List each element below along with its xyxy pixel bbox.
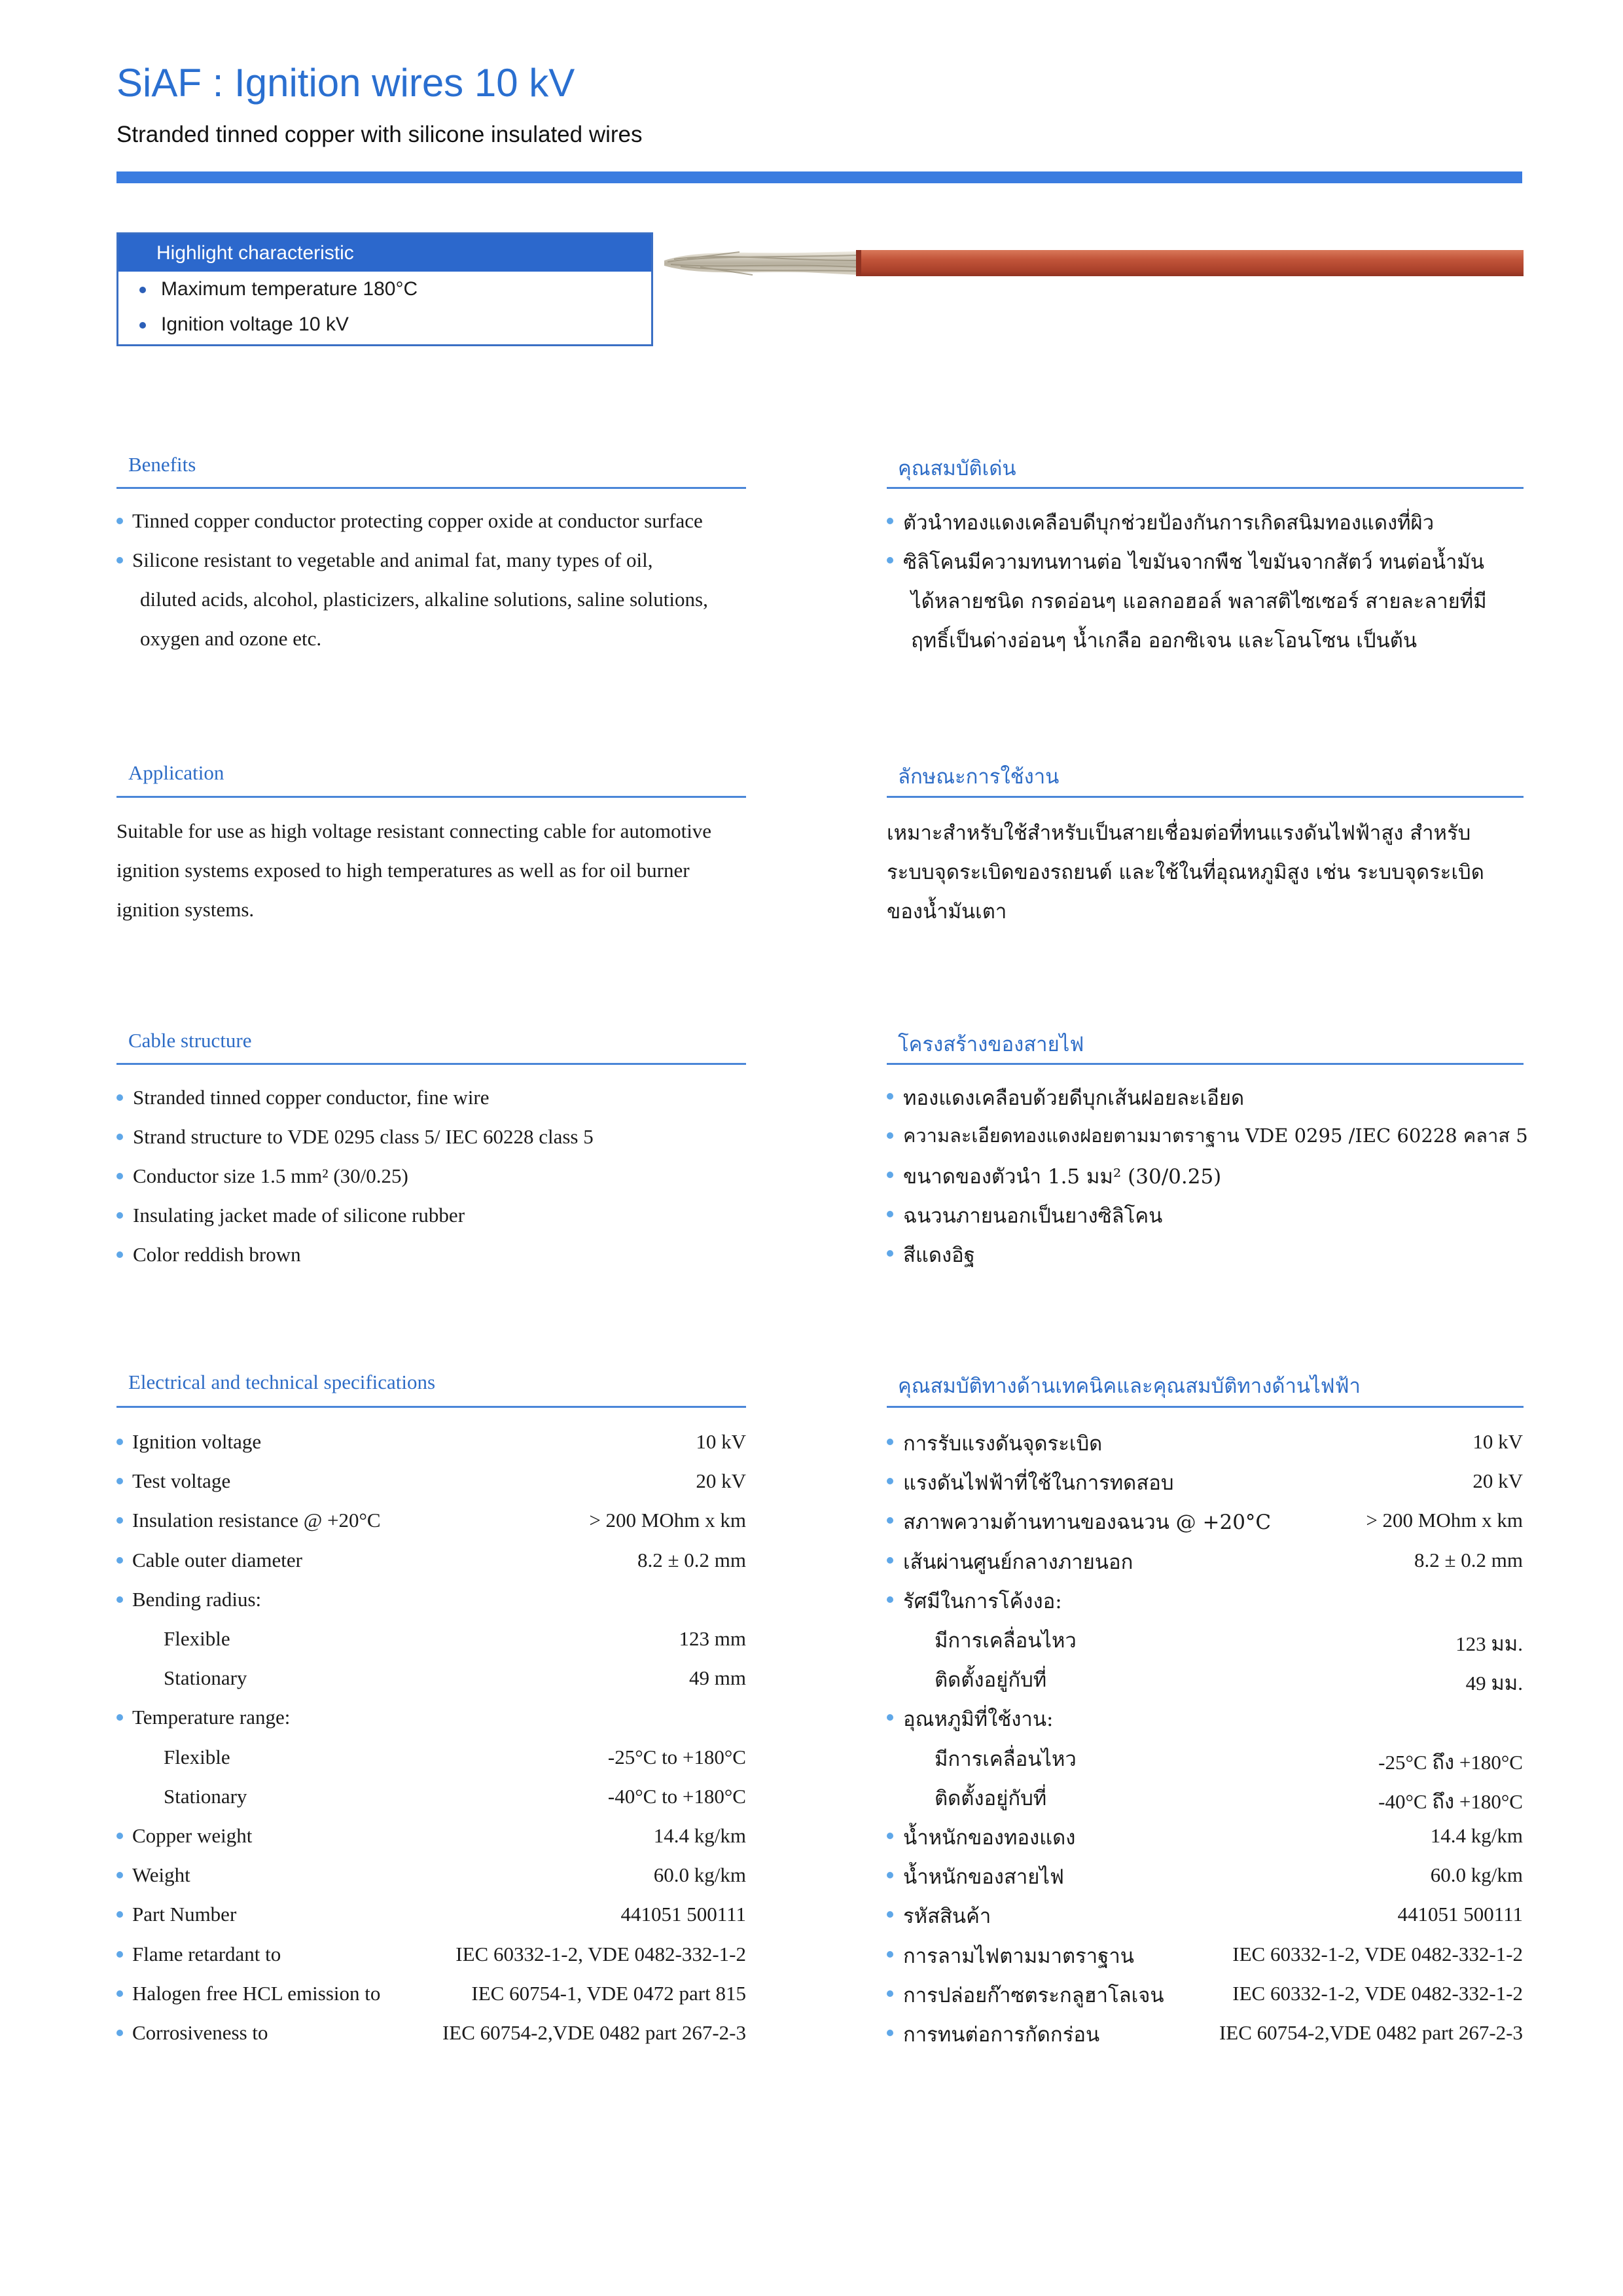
spec-label: น้ำหนักของทองแดง: [903, 1826, 1076, 1850]
spec-label: Part Number: [132, 1903, 237, 1926]
bullet: [887, 1478, 893, 1484]
cable-image: [661, 229, 1524, 295]
spec-value: -25°C to +180°C: [607, 1745, 746, 1768]
spec-value: 14.4 kg/km: [653, 1824, 746, 1847]
spec-value: 8.2 ± 0.2 mm: [637, 1548, 746, 1571]
spec-label: Stationary: [164, 1666, 247, 1690]
spec-value: 441051 500111: [1397, 1903, 1523, 1926]
application-heading-th: ลักษณะการใช้งาน: [898, 765, 1060, 789]
spec-value: 10 kV: [696, 1430, 746, 1453]
spec-value: -40°C ถึง +180°C: [1378, 1789, 1523, 1813]
spec-label: Halogen free HCL emission to: [132, 1981, 381, 2005]
header-rule: [116, 171, 1522, 183]
benefit-line: Silicone resistant to vegetable and animal fat, many types of oil,: [132, 548, 653, 571]
spec-value: 10 kV: [1472, 1430, 1523, 1453]
bullet: [116, 1833, 123, 1839]
spec-label: การลามไฟตามมาตราฐาน: [903, 1944, 1134, 1968]
spec-value: 49 มม.: [1465, 1672, 1523, 1695]
structure-item: Conductor size 1.5 mm² (30/0.25): [133, 1164, 408, 1187]
section-rule: [116, 487, 746, 489]
spec-value: -40°C to +180°C: [607, 1784, 746, 1808]
application-line: Suitable for use as high voltage resistant connecting cable for automotive: [116, 819, 712, 842]
spec-label: รัศมีในการโค้งงอ:: [903, 1589, 1062, 1613]
benefit-line: Tinned copper conductor protecting copper oxide at conductor surface: [132, 509, 703, 532]
benefit-line: diluted acids, alcohol, plasticizers, alkaline solutions, saline solutions,: [140, 588, 708, 611]
bullet: [887, 557, 893, 564]
spec-label: มีการเคลื่อนไหว: [935, 1747, 1077, 1771]
spec-label: มีการเคลื่อนไหว: [935, 1629, 1077, 1653]
spec-value: > 200 MOhm x km: [589, 1509, 746, 1532]
spec-label: Temperature range:: [132, 1706, 291, 1729]
benefit-line-th: ซิลิโคนมีความทนทานต่อ ไขมันจากพืช ไขมันจากสัตว์ ทนต่อน้ำมัน: [903, 550, 1485, 574]
bullet: [887, 1833, 893, 1839]
bullet: [116, 1094, 123, 1101]
spec-label: Flexible: [164, 1745, 230, 1768]
spec-value: IEC 60332-1-2, VDE 0482-332-1-2: [1232, 1981, 1523, 2005]
spec-label: Ignition voltage: [132, 1430, 262, 1453]
highlight-item: Ignition voltage 10 kV: [118, 307, 651, 342]
specs-heading-th: คุณสมบัติทางด้านเทคนิคและคุณสมบัติทางด้านไฟฟ้า: [898, 1374, 1361, 1398]
structure-item: Strand structure to VDE 0295 class 5/ IEC 60228 class 5: [133, 1125, 594, 1148]
highlight-heading: Highlight characteristic: [118, 234, 651, 272]
benefits-heading-th: คุณสมบัติเด่น: [898, 457, 1016, 480]
spec-value: 20 kV: [696, 1469, 746, 1493]
application-line: ignition systems.: [116, 898, 255, 921]
bullet: [887, 1557, 893, 1564]
structure-item-th: ฉนวนภายนอกเป็นยางซิลิโคน: [903, 1204, 1163, 1228]
structure-heading-th: โครงสร้างของสายไฟ: [898, 1033, 1084, 1056]
benefit-line-th: ได้หลายชนิด กรดอ่อนๆ แอลกอฮอล์ พลาสติไซเซอร์ สายละลายที่มี: [911, 590, 1487, 613]
bullet: [887, 1093, 893, 1100]
bullet: [887, 1872, 893, 1878]
spec-label: Corrosiveness to: [132, 2021, 268, 2044]
bullet: [116, 1557, 123, 1564]
spec-value: 123 mm: [679, 1627, 746, 1650]
bullet: [116, 1173, 123, 1179]
spec-label: Weight: [132, 1863, 190, 1887]
spec-label: Test voltage: [132, 1469, 231, 1493]
application-line-th: ของน้ำมันเตา: [887, 900, 1007, 924]
spec-label: อุณหภูมิที่ใช้งาน:: [903, 1708, 1054, 1732]
benefit-line: oxygen and ozone etc.: [140, 627, 322, 650]
structure-item: Color reddish brown: [133, 1243, 301, 1266]
bullet: [116, 1478, 123, 1484]
bullet: [887, 1439, 893, 1445]
benefit-line-th: ตัวนำทองแดงเคลือบดีบุกช่วยป้องกันการเกิดสนิมทองแดงที่ผิว: [903, 511, 1435, 535]
spec-label: การปล่อยก๊าซตระกลูฮาโลเจน: [903, 1983, 1164, 2007]
spec-label: Insulation resistance @ +20°C: [132, 1509, 381, 1532]
spec-value: IEC 60332-1-2, VDE 0482-332-1-2: [455, 1942, 746, 1965]
section-rule: [887, 1406, 1524, 1408]
spec-label: Cable outer diameter: [132, 1548, 302, 1571]
bullet: [116, 1517, 123, 1524]
bullet: [116, 518, 123, 524]
bullet: [116, 1439, 123, 1445]
spec-value: -25°C ถึง +180°C: [1378, 1750, 1523, 1774]
bullet: [887, 1951, 893, 1958]
bullet: [887, 1714, 893, 1721]
spec-label: ติดตั้งอยู่กับที่: [935, 1786, 1047, 1810]
spec-label: Stationary: [164, 1784, 247, 1808]
structure-item: Stranded tinned copper conductor, fine wire: [133, 1086, 490, 1109]
spec-label: รหัสสินค้า: [903, 1905, 991, 1929]
spec-label: Flexible: [164, 1627, 230, 1650]
spec-label: Bending radius:: [132, 1587, 262, 1611]
section-rule: [887, 1063, 1524, 1065]
bullet: [887, 1911, 893, 1918]
bullet: [887, 1517, 893, 1524]
application-heading-en: Application: [128, 761, 224, 784]
bullet: [887, 518, 893, 524]
bullet: [887, 1990, 893, 1997]
specs-heading-en: Electrical and technical specifications: [128, 1371, 436, 1393]
structure-item-th: ทองแดงเคลือบด้วยดีบุกเส้นฝอยละเอียด: [903, 1086, 1245, 1110]
spec-label: การรับแรงดันจุดระเบิด: [903, 1432, 1103, 1456]
spec-label: น้ำหนักของสายไฟ: [903, 1865, 1064, 1890]
bullet: [116, 1596, 123, 1603]
benefit-line-th: ฤทธิ์เป็นด่างอ่อนๆ น้ำเกลือ ออกซิเจน และโอนโซน เป็นต้น: [911, 629, 1418, 653]
spec-label: Copper weight: [132, 1824, 253, 1847]
highlight-item: Maximum temperature 180°C: [118, 272, 651, 307]
bullet: [116, 1251, 123, 1258]
spec-value: 60.0 kg/km: [653, 1863, 746, 1887]
bullet: [887, 1132, 893, 1139]
spec-value: > 200 MOhm x km: [1366, 1509, 1523, 1532]
bullet: [116, 1134, 123, 1140]
spec-value: 20 kV: [1472, 1469, 1523, 1493]
section-rule: [887, 487, 1524, 489]
bullet: [887, 1211, 893, 1217]
spec-value: 123 มม.: [1455, 1632, 1523, 1655]
bullet: [116, 2030, 123, 2036]
section-rule: [116, 1406, 746, 1408]
spec-value: IEC 60754-2,VDE 0482 part 267-2-3: [442, 2021, 746, 2044]
application-line-th: ระบบจุดระเบิดของรถยนต์ และใช้ในที่อุณหภูมิสูง เช่น ระบบจุดระเบิด: [887, 861, 1484, 884]
bullet: [887, 1596, 893, 1603]
spec-value: IEC 60754-2,VDE 0482 part 267-2-3: [1219, 2021, 1523, 2044]
highlight-box: [116, 232, 653, 346]
structure-heading-en: Cable structure: [128, 1029, 252, 1052]
spec-value: IEC 60754-1, VDE 0472 part 815: [471, 1981, 746, 2005]
section-rule: [116, 796, 746, 798]
section-rule: [887, 796, 1524, 798]
structure-item-th: ความละเอียดทองแดงฝอยตามมาตราฐาน VDE 0295 /IEC 60228 คลาส 5: [903, 1124, 1528, 1147]
page-title: SiAF : Ignition wires 10 kV: [116, 61, 575, 105]
bullet: [887, 2030, 893, 2036]
spec-value: 14.4 kg/km: [1430, 1824, 1523, 1847]
spec-label: Flame retardant to: [132, 1942, 281, 1965]
spec-label: ติดตั้งอยู่กับที่: [935, 1668, 1047, 1693]
spec-label: เส้นผ่านศูนย์กลางภายนอก: [903, 1550, 1133, 1574]
application-line: ignition systems exposed to high temperatures as well as for oil burner: [116, 859, 690, 882]
bullet: [116, 1872, 123, 1878]
bullet: [116, 1990, 123, 1997]
benefits-heading-en: Benefits: [128, 453, 196, 476]
bullet: [887, 1172, 893, 1178]
bullet: [116, 557, 123, 564]
spec-value: 8.2 ± 0.2 mm: [1414, 1548, 1523, 1571]
page-subtitle: Stranded tinned copper with silicone insulated wires: [116, 122, 643, 147]
spec-value: 49 mm: [689, 1666, 746, 1690]
spec-value: 60.0 kg/km: [1430, 1863, 1523, 1887]
bullet: [116, 1714, 123, 1721]
structure-item: Insulating jacket made of silicone rubber: [133, 1204, 465, 1227]
structure-item-th: ขนาดของตัวนำ 1.5 มม² (30/0.25): [903, 1165, 1222, 1189]
bullet: [116, 1212, 123, 1219]
section-rule: [116, 1063, 746, 1065]
bullet: [887, 1250, 893, 1257]
bullet: [116, 1911, 123, 1918]
structure-item-th: สีแดงอิฐ: [903, 1244, 975, 1267]
spec-label: การทนต่อการกัดกร่อน: [903, 2023, 1100, 2047]
spec-value: IEC 60332-1-2, VDE 0482-332-1-2: [1232, 1942, 1523, 1965]
application-line-th: เหมาะสำหรับใช้สำหรับเป็นสายเชื่อมต่อที่ทนแรงดันไฟฟ้าสูง สำหรับ: [887, 821, 1471, 845]
spec-label: แรงดันไฟฟ้าที่ใช้ในการทดสอบ: [903, 1471, 1174, 1496]
spec-value: 441051 500111: [620, 1903, 746, 1926]
spec-label: สภาพความต้านทานของฉนวน @ +20°C: [903, 1511, 1272, 1535]
bullet: [116, 1951, 123, 1958]
